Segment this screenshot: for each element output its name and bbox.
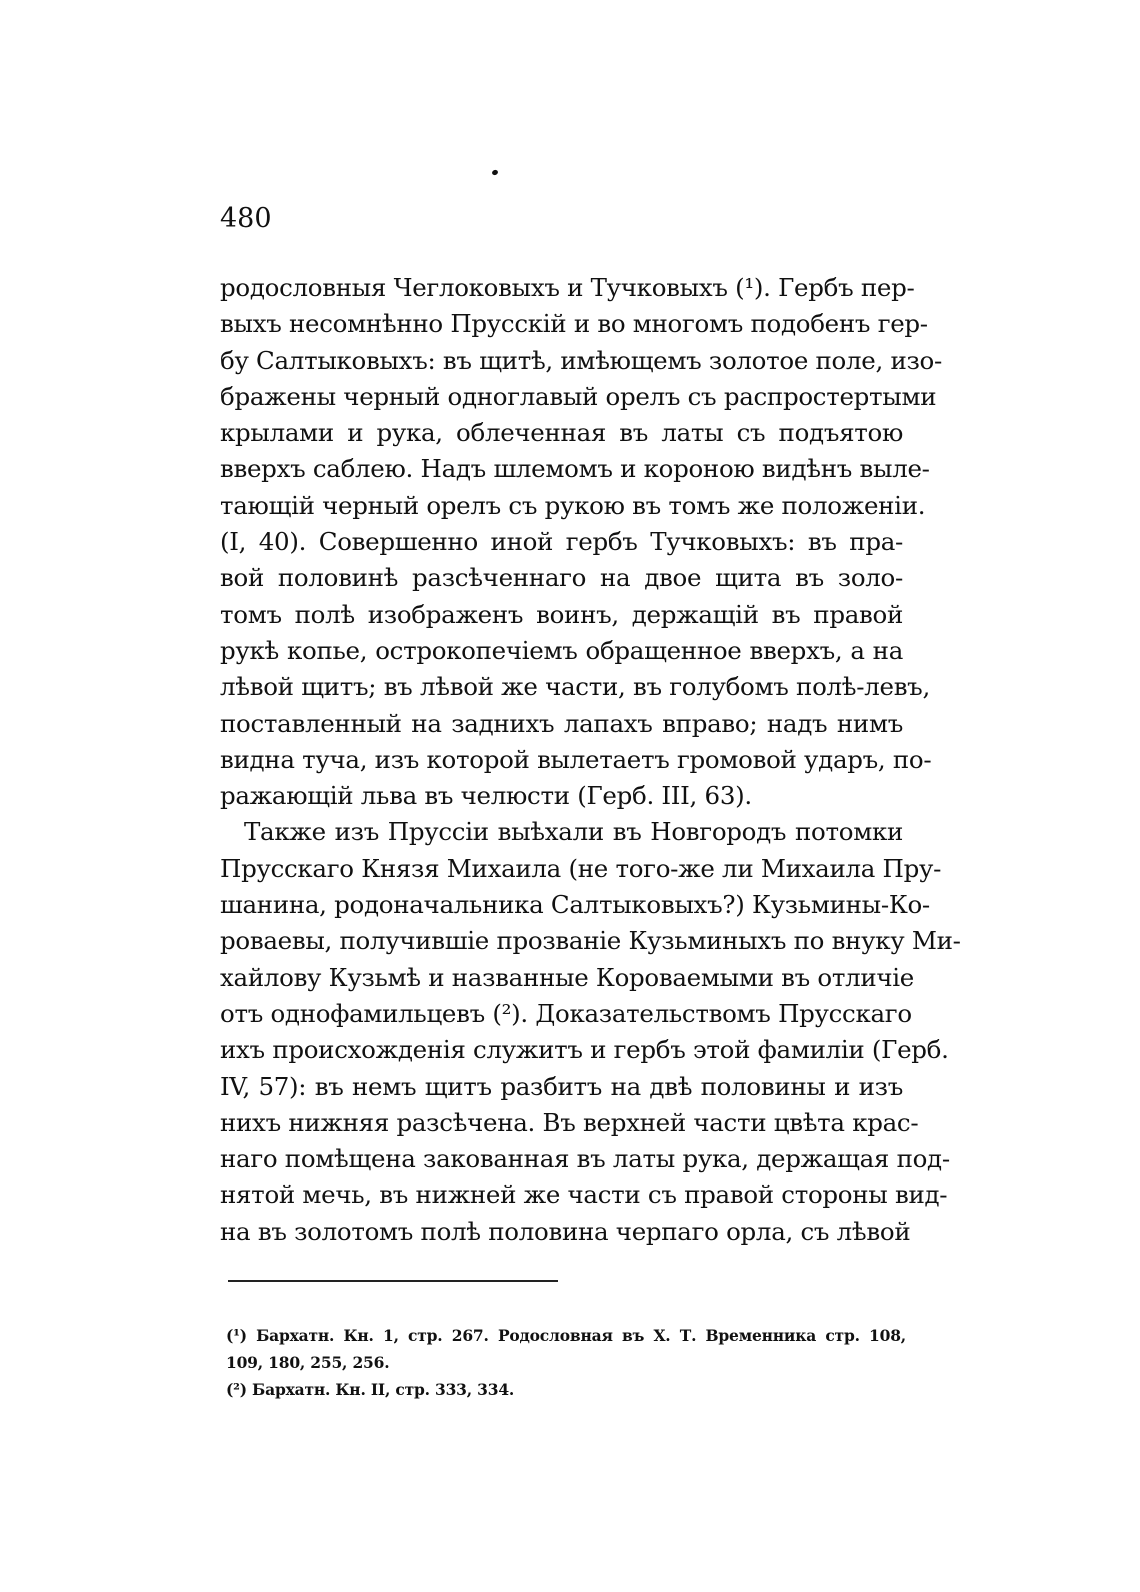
text-line: тающій черный орелъ съ рукою въ томъ же положеніи. (220, 490, 926, 520)
text-line: шанина, родоначальника Салтыковыхъ?) Кузьмины-Ко- (220, 890, 930, 920)
text-line: Прусскаго Князя Михаила (не того-же ли Михаила Пру- (220, 853, 942, 883)
footnote-2: (²) Бархатн. Кн. II, стр. 333, 334. (226, 1380, 515, 1399)
text-line: рукѣ копье, острокопечіемъ обращенное вверхъ, а на (220, 635, 903, 665)
page-number: 480 (220, 203, 272, 234)
text-line: нихъ нижняя разсѣчена. Въ верхней части цвѣта крас- (220, 1107, 919, 1137)
text-line: хайлову Кузьмѣ и названные Короваемыми въ отличіе (220, 962, 914, 992)
text-line: отъ однофамильцевъ (²). Доказательствомъ Прусскаго (220, 998, 912, 1028)
text-line: вой половинѣ разсѣченнаго на двое щита въ золо- (220, 563, 903, 593)
text-line: крылами и рука, облеченная въ латы съ подъятою (220, 418, 903, 448)
text-line: ихъ происхожденія служитъ и гербъ этой фамиліи (Герб. (220, 1035, 949, 1065)
text-line: наго помѣщена закованная въ латы рука, держащая под- (220, 1144, 950, 1174)
text-line: томъ полѣ изображенъ воинъ, держащій въ правой (220, 599, 903, 629)
text-line: видна туча, изъ которой вылетаетъ громовой ударъ, по- (220, 744, 932, 774)
footnote-1: (¹) Бархатн. Кн. 1, стр. 267. Родословная въ X. Т. Временника стр. 108, (226, 1326, 906, 1345)
footnote-1-continuation: 109, 180, 255, 256. (226, 1353, 390, 1372)
text-line: на въ золотомъ полѣ половина черпаго орла, съ лѣвой (220, 1216, 911, 1246)
text-line: вверхъ саблею. Надъ шлемомъ и короною видѣнъ выле- (220, 454, 930, 484)
text-line: бу Салтыковыхъ: въ щитѣ, имѣющемъ золотое поле, изо- (220, 345, 942, 375)
text-line: нятой мечь, въ нижней же части съ правой стороны вид- (220, 1180, 948, 1210)
text-line: бражены черный одноглавый орелъ съ распростертыми (220, 381, 937, 411)
text-line: (I, 40). Совершенно иной гербъ Тучковыхъ: въ пра- (220, 527, 903, 557)
text-line: IV, 57): въ немъ щитъ разбитъ на двѣ половины и изъ (220, 1071, 903, 1101)
footnote-divider (228, 1280, 558, 1282)
text-line: поставленный на заднихъ лапахъ вправо; надъ нимъ (220, 708, 903, 738)
text-line: лѣвой щитъ; въ лѣвой же части, въ голубомъ полѣ-левъ, (220, 672, 930, 702)
footnotes (226, 1322, 906, 1403)
text-line: родословныя Чеглоковыхъ и Тучковыхъ (¹). Гербъ пер- (220, 273, 915, 302)
main-text (220, 270, 961, 1250)
text-line-paragraph-end: ражающій льва въ челюсти (Герб. III, 63). (220, 781, 752, 811)
text-line: роваевы, получившіе прозваніе Кузьминыхъ по внуку Ми- (220, 926, 961, 956)
text-line: выхъ несомнѣнно Прусскій и во многомъ подобенъ гер- (220, 309, 928, 339)
ink-speck (491, 169, 498, 176)
text-line-paragraph-start: Также изъ Пруссіи выѣхали въ Новгородъ потомки (244, 817, 903, 847)
